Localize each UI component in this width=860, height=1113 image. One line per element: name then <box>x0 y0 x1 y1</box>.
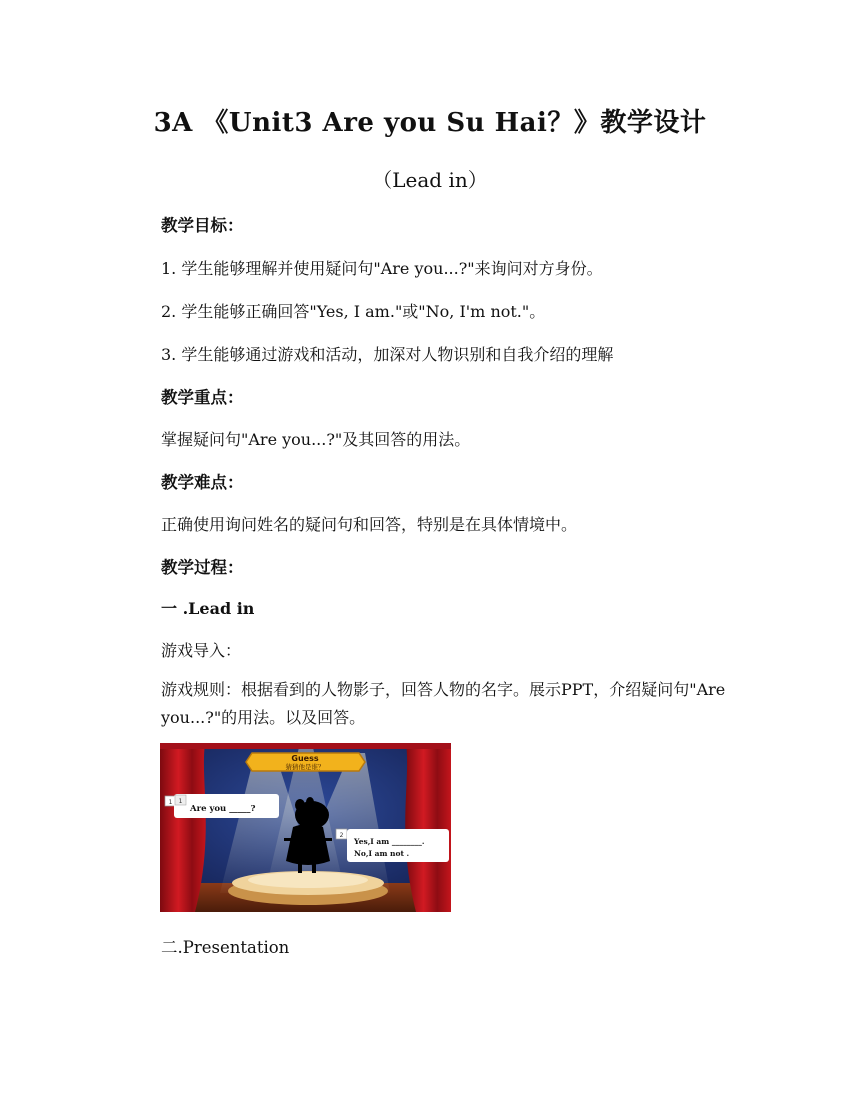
objective-item: 1. 学生能够理解并使用疑问句"Are you...?"来询问对方身份。 <box>161 259 603 278</box>
key-point-text: 掌握疑问句"Are you...?"及其回答的用法。 <box>161 430 471 449</box>
step1-title: 一 .Lead in <box>161 599 255 618</box>
key-point-heading: 教学重点： <box>161 388 244 407</box>
difficulty-heading: 教学难点： <box>161 473 244 492</box>
answer-yes: Yes,I am ________. <box>354 837 425 846</box>
step2-title: 二.Presentation <box>161 938 290 957</box>
document-subtitle: （Lead in） <box>372 168 488 192</box>
objective-item: 2. 学生能够正确回答"Yes, I am."或"No, I'm not."。 <box>161 302 546 321</box>
answer-number: 2 <box>339 832 344 839</box>
question-number: 1 <box>168 799 173 806</box>
objectives-heading: 教学目标： <box>161 216 244 235</box>
objective-item: 3. 学生能够通过游戏和活动，加深对人物识别和自我介绍的理解 <box>161 345 614 364</box>
step1-rules: 游戏规则：根据看到的人物影子，回答人物的名字。展示PPT，介绍疑问句"Are you...?"的用法。以及回答。 <box>161 680 726 727</box>
curtain-right <box>405 743 451 912</box>
banner-subtitle: 猜猜他是谁？ <box>285 763 325 771</box>
step1-subtitle: 游戏导入： <box>161 641 242 660</box>
difficulty-text: 正确使用询问姓名的疑问句和回答，特别是在具体情境中。 <box>161 515 578 534</box>
answer-card <box>336 829 449 862</box>
banner-title: Guess <box>291 754 319 763</box>
curtain-left <box>160 743 206 912</box>
guess-slide-image <box>160 743 451 912</box>
svg-text:1: 1 <box>178 798 183 805</box>
guess-slide-illustration <box>160 743 451 912</box>
answer-no: No,I am not . <box>354 849 410 858</box>
stage-platform <box>248 872 368 888</box>
document-title: 3A 《Unit3 Are you Su Hai？》教学设计 <box>153 108 707 138</box>
curtain-valance <box>160 743 451 749</box>
question-text: Are you _____? <box>190 804 256 814</box>
question-card <box>165 794 279 818</box>
process-heading: 教学过程： <box>161 558 244 577</box>
